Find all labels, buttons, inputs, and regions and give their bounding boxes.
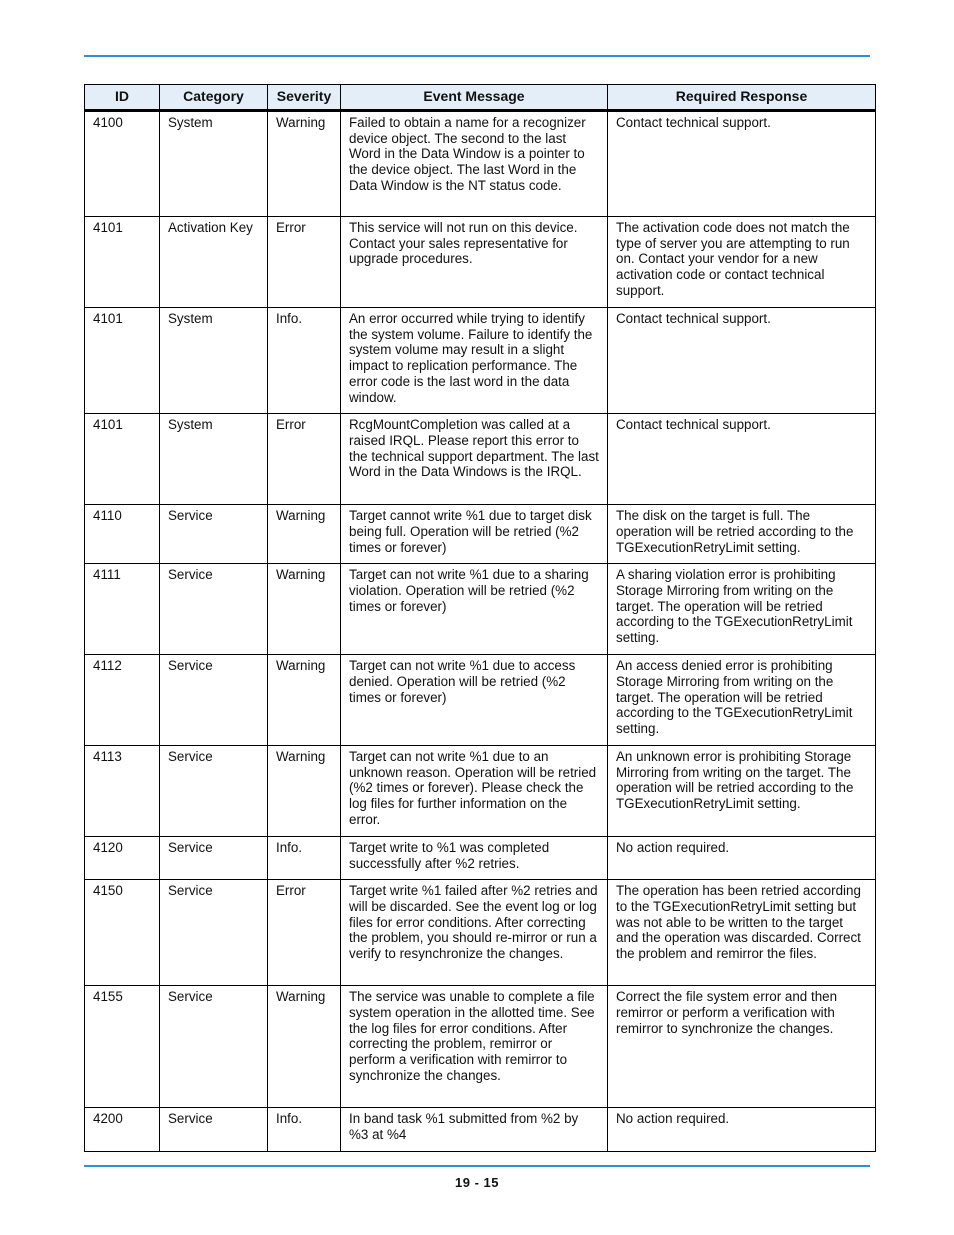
cell-event-message: Target can not write %1 due to a sharing violation. Operation will be retried (%2 times or forever) — [341, 564, 608, 655]
cell-severity: Warning — [268, 986, 341, 1108]
cell-required-response: No action required. — [608, 1108, 876, 1152]
cell-category: Activation Key — [160, 217, 268, 308]
table-row — [85, 986, 876, 1108]
cell-category: Service — [160, 880, 268, 986]
cell-required-response: The operation has been retried according to the TGExecutionRetryLimit setting but was not able to be written to the target and the operation was discarded. Correct the problem and remirror the files. — [608, 880, 876, 986]
cell-severity: Info. — [268, 308, 341, 414]
column-header-id: ID — [85, 85, 160, 111]
cell-required-response: An unknown error is prohibiting Storage Mirroring from writing on the target. The operation will be retried according to the TGExecutionRetryLimit setting. — [608, 745, 876, 836]
table-row — [85, 308, 876, 414]
cell-required-response: An access denied error is prohibiting Storage Mirroring from writing on the target. The operation will be retried according to the TGExecutionRetryLimit setting. — [608, 655, 876, 746]
cell-severity: Warning — [268, 745, 341, 836]
table-row — [85, 745, 876, 836]
cell-category: Service — [160, 505, 268, 564]
cell-id: 4112 — [85, 655, 160, 746]
cell-required-response: A sharing violation error is prohibiting Storage Mirroring from writing on the target. The operation will be retried according to the TGExecutionRetryLimit setting. — [608, 564, 876, 655]
table-row — [85, 1108, 876, 1152]
cell-id: 4113 — [85, 745, 160, 836]
column-header-category: Category — [160, 85, 268, 111]
cell-category: Service — [160, 986, 268, 1108]
table-row — [85, 505, 876, 564]
cell-required-response: The activation code does not match the type of server you are attempting to run on. Contact your vendor for a new activation code or contact technical support. — [608, 217, 876, 308]
cell-event-message: In band task %1 submitted from %2 by %3 at %4 — [341, 1108, 608, 1152]
cell-event-message: Failed to obtain a name for a recognizer device object. The second to the last Word in the Data Window is a pointer to the device object. The last Word in the Data Window is the NT status code. — [341, 111, 608, 217]
cell-category: Service — [160, 655, 268, 746]
cell-id: 4200 — [85, 1108, 160, 1152]
cell-category: System — [160, 111, 268, 217]
cell-required-response: Contact technical support. — [608, 308, 876, 414]
cell-event-message: An error occurred while trying to identify the system volume. Failure to identify the system volume may result in a slight impact to replication performance. The error code is the last word in the data window. — [341, 308, 608, 414]
cell-severity: Error — [268, 414, 341, 505]
cell-severity: Error — [268, 217, 341, 308]
cell-severity: Info. — [268, 836, 341, 879]
table-row — [85, 111, 876, 217]
cell-severity: Warning — [268, 564, 341, 655]
cell-category: Service — [160, 836, 268, 879]
table-row — [85, 880, 876, 986]
cell-event-message: The service was unable to complete a file system operation in the allotted time. See the log files for error conditions. After correcting the problem, remirror or perform a verification with remirror to synchronize the changes. — [341, 986, 608, 1108]
column-header-required-response: Required Response — [608, 85, 876, 111]
cell-id: 4101 — [85, 217, 160, 308]
table-row — [85, 217, 876, 308]
cell-required-response: Correct the file system error and then remirror or perform a verification with remirror to synchronize the changes. — [608, 986, 876, 1108]
cell-event-message: This service will not run on this device. Contact your sales representative for upgrade procedures. — [341, 217, 608, 308]
cell-event-message: Target can not write %1 due to access denied. Operation will be retried (%2 times or forever) — [341, 655, 608, 746]
cell-id: 4120 — [85, 836, 160, 879]
cell-event-message: Target can not write %1 due to an unknown reason. Operation will be retried (%2 times or forever). Please check the log files for further information on the error. — [341, 745, 608, 836]
cell-id: 4100 — [85, 111, 160, 217]
cell-id: 4155 — [85, 986, 160, 1108]
cell-required-response: No action required. — [608, 836, 876, 879]
event-table — [84, 84, 876, 1152]
table-row — [85, 564, 876, 655]
table-row — [85, 414, 876, 505]
cell-id: 4101 — [85, 414, 160, 505]
cell-severity: Info. — [268, 1108, 341, 1152]
footer-rule — [84, 1165, 870, 1167]
cell-required-response: The disk on the target is full. The operation will be retried according to the TGExecutionRetryLimit setting. — [608, 505, 876, 564]
cell-severity: Warning — [268, 655, 341, 746]
cell-required-response: Contact technical support. — [608, 111, 876, 217]
cell-event-message: Target cannot write %1 due to target disk being full. Operation will be retried (%2 times or forever) — [341, 505, 608, 564]
table-row — [85, 655, 876, 746]
cell-id: 4110 — [85, 505, 160, 564]
cell-category: Service — [160, 1108, 268, 1152]
column-header-severity: Severity — [268, 85, 341, 111]
cell-event-message: Target write %1 failed after %2 retries and will be discarded. See the event log or log files for error conditions. After correcting the problem, you should re-mirror or run a verify to resynchronize the changes. — [341, 880, 608, 986]
cell-id: 4111 — [85, 564, 160, 655]
cell-required-response: Contact technical support. — [608, 414, 876, 505]
cell-id: 4150 — [85, 880, 160, 986]
column-header-event-message: Event Message — [341, 85, 608, 111]
cell-severity: Error — [268, 880, 341, 986]
cell-id: 4101 — [85, 308, 160, 414]
cell-category: Service — [160, 745, 268, 836]
cell-severity: Warning — [268, 505, 341, 564]
header-rule — [84, 55, 870, 57]
cell-severity: Warning — [268, 111, 341, 217]
cell-event-message: RcgMountCompletion was called at a raised IRQL. Please report this error to the technical support department. The last Word in the Data Windows is the IRQL. — [341, 414, 608, 505]
event-table-body — [85, 111, 876, 1152]
table-header-row — [85, 85, 876, 111]
page-number: 19 - 15 — [455, 1175, 499, 1190]
cell-category: Service — [160, 564, 268, 655]
cell-category: System — [160, 414, 268, 505]
cell-category: System — [160, 308, 268, 414]
table-row — [85, 836, 876, 879]
cell-event-message: Target write to %1 was completed successfully after %2 retries. — [341, 836, 608, 879]
